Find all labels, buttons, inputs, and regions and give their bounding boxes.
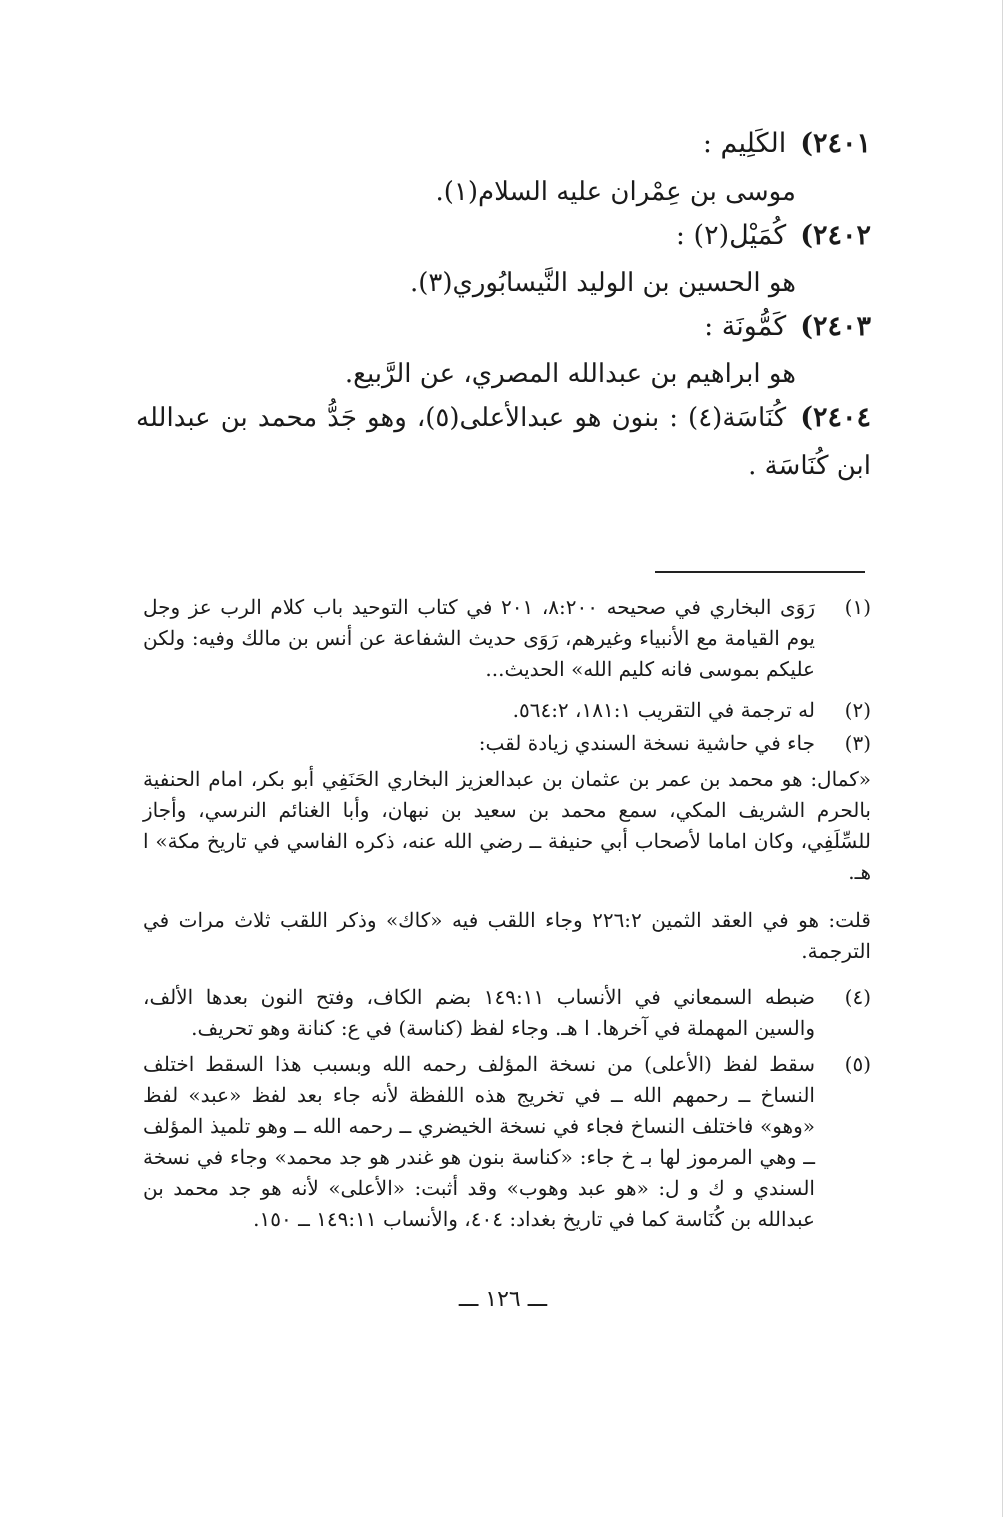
footnote-number: (٢) [844,698,871,722]
entry-title: كُمَيْل(٢) : [675,220,787,251]
entry-2404 [136,394,871,490]
footnote-text: جاء في حاشية نسخة السندي زيادة لقب: [478,731,815,755]
entry-title: الكَلِيم : [702,128,787,159]
footnote-text: سقط لفظ (الأعلى) من نسخة المؤلف رحمه الله وبسبب هذا السقط اختلف النساخ ــ رحمهم الله ــ في تخريج هذه اللفظة لأنه جاء بعد لفظ «عبد» لفظ «وهو» فاختلف النساخ فجاء في نسخة الخيضري ــ رحمه الله ــ وهو تلميذ المؤلف ــ وهي المرموز لها بـ خ جاء: «كناسة بنون هو غندر هو جد محمد» وجاء في نسخة السندي و ك و ل: «هو عبد وهوب» وقد أثبت: «الأعلى» لأنه هو جد محمد بن عبدالله بن كُنَاسة كما في تاريخ بغداد: ٤٠٤، والأنساب ١٤٩:١١ ــ ١٥٠. [143,1052,815,1231]
footnote-text: ضبطه السمعاني في الأنساب ١٤٩:١١ بضم الكاف، وفتح النون بعدها الألف، والسين المهملة في آخرها. ا هـ. وجاء لفظ (كناسة) في ع: كنانة وهو تحريف. [143,985,816,1040]
footnote-1 [143,592,871,685]
entry-number: ٢٤٠١) [800,128,871,159]
footnote-4 [143,982,871,1044]
footnote-2 [143,695,871,726]
entry-2403-heading [704,310,871,344]
footnote-text: له ترجمة في التقريب ١٨١:١، ٥٦٤:٢. [512,698,815,722]
page-number: ـــ ١٢٦ ـــ [458,1287,548,1312]
footnote-3 [143,728,871,759]
footnote-number: (١) [844,595,871,619]
entry-2401-body: موسى بن عِمْران عليه السلام(١). [435,177,796,207]
scan-edge-line [1002,0,1003,1517]
footnote-text: رَوَى البخاري في صحيحه ٨:٢٠٠، ٢٠١ في كتاب التوحيد باب كلام الرب عز وجل يوم القيامة مع الأنبياء وغيرهم، رَوَى حديث الشفاعة عن أنس بن مالك وفيه: ولكن عليكم بموسى فانه كليم الله» الحديث... [143,595,815,681]
footnote-separator [655,571,865,573]
entry-number: ٢٤٠٢) [800,220,871,251]
footnote-number: (٣) [844,731,871,755]
entry-2402-heading [676,219,871,253]
entry-2401-heading [703,127,871,161]
footnote-number: (٤) [844,985,871,1009]
footnote-3-remark: قلت: هو في العقد الثمين ٢٢٦:٢ وجاء اللقب فيه «كاك» وذكر اللقب ثلاث مرات في الترجمة. [143,908,871,963]
entry-number: ٢٤٠٤) [800,402,871,433]
entry-text: كُنَاسَة(٤) : بنون هو عبدالأعلى(٥)، وهو جَدُّ محمد بن عبدالله ابن كُنَاسَة . [136,403,871,481]
footnote-5 [143,1049,871,1235]
entry-title: كَمُّونَة : [704,311,787,342]
entry-number: ٢٤٠٣) [800,311,871,342]
footnote-3-quote: «كمال: هو محمد بن عمر بن عثمان بن عبدالعزيز البخاري الحَنَفِي أبو بكر، امام الحنفية بالحرم الشريف المكي، سمع محمد بن سعيد بن نبهان، وأبا الغنائم النرسي، وأجاز للسِّلَفِي، وكان اماما لأصحاب أبي حنيفة ــ رضي الله عنه، ذكره الفاسي في تاريخ مكة» ا هـ. [143,767,871,884]
entry-2403-body: هو ابراهيم بن عبدالله المصري، عن الرَّبيع. [344,359,796,389]
entry-2402-body: هو الحسين بن الوليد النَّيسابُوري(٣). [409,268,796,298]
footnote-number: (٥) [844,1052,871,1076]
